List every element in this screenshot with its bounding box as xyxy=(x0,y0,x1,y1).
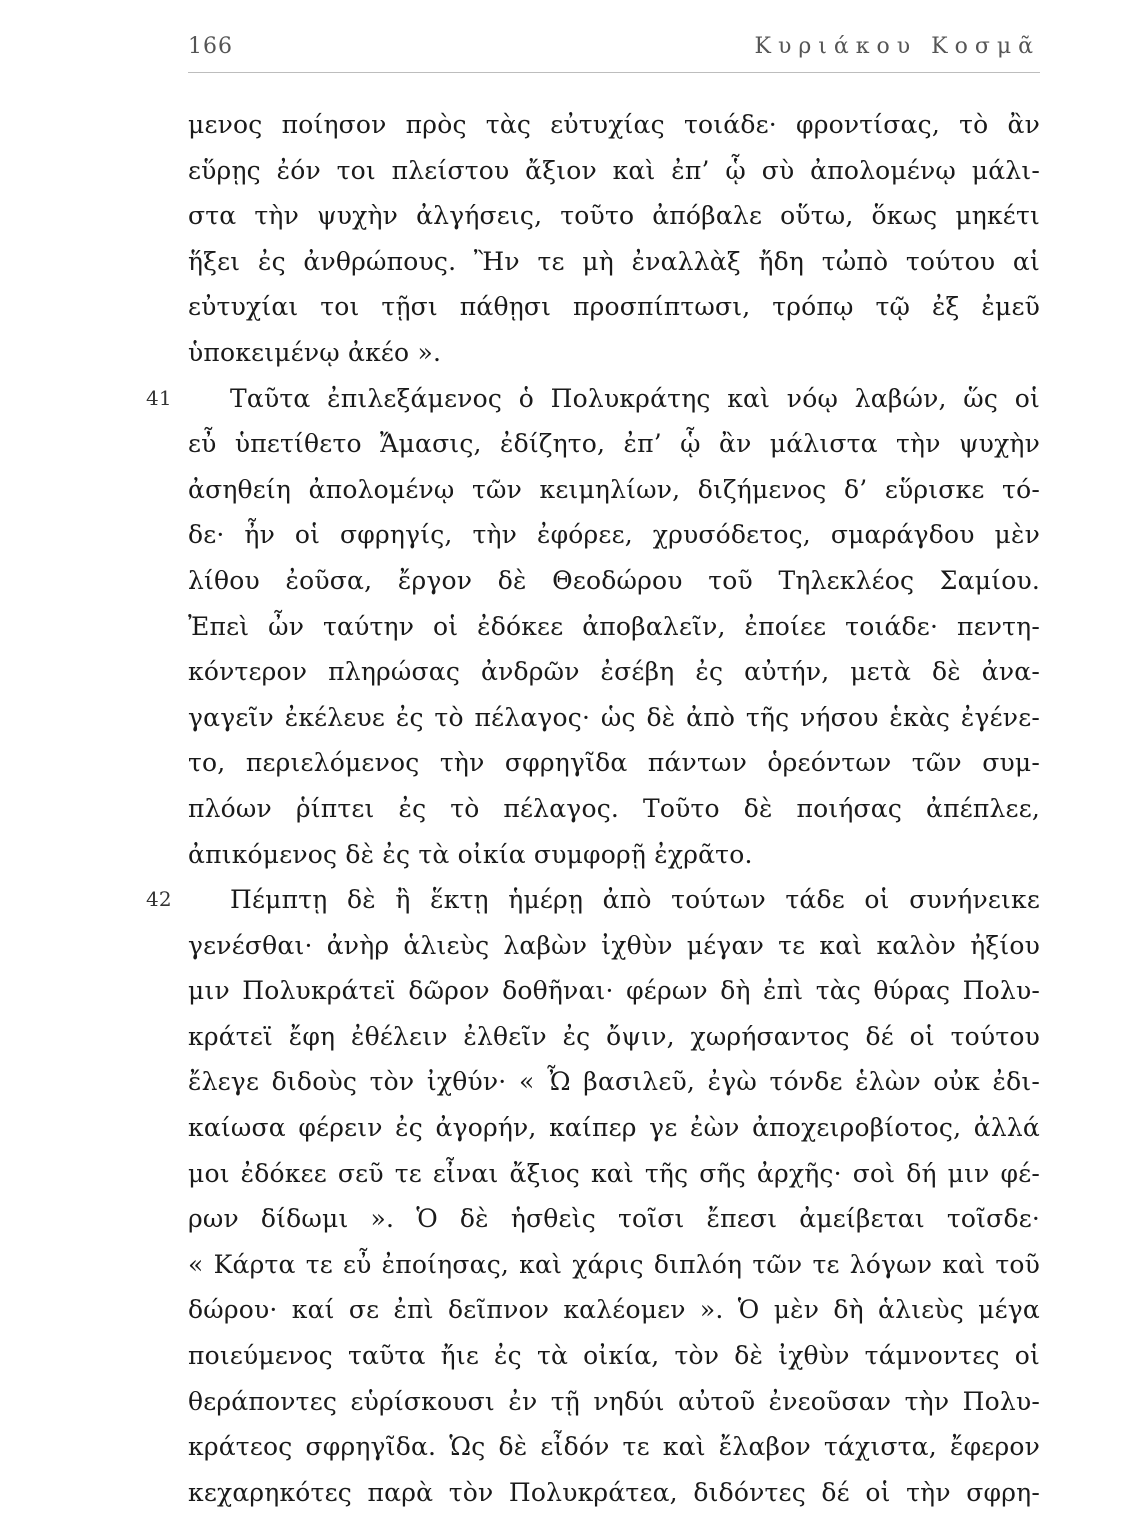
text-line xyxy=(188,239,1040,285)
text-line xyxy=(188,968,1040,1014)
line-text: εὖ ὑπετίθετο Ἄμασις, ἐδίζητο, ἐπ’ ᾧ ἂν μάλιστα τὴν ψυχὴν xyxy=(188,429,1040,459)
page-number: 166 xyxy=(188,34,233,59)
line-text: « Κάρτα τε εὖ ἐποίησας, καὶ χάρις διπλόη τῶν τε λόγων καὶ τοῦ xyxy=(188,1249,1040,1279)
text-line xyxy=(188,148,1040,194)
line-text: Ταῦτα ἐπιλεξάμενος ὁ Πολυκράτης καὶ νόῳ λαβών, ὥς οἱ xyxy=(230,383,1040,413)
line-text: εὐτυχίαι τοι τῇσι πάθῃσι προσπίπτωσι, τρόπῳ τῷ ἐξ ἐμεῦ xyxy=(188,292,1040,322)
line-text: Πέμπτῃ δὲ ἢ ἕκτῃ ἡμέρῃ ἀπὸ τούτων τάδε οἱ συνήνεικε xyxy=(230,885,1040,915)
text-line xyxy=(188,740,1040,786)
line-text: κράτεϊ ἔφη ἐθέλειν ἐλθεῖν ἐς ὄψιν, χωρήσαντος δέ οἱ τούτου xyxy=(188,1021,1040,1051)
body-text xyxy=(146,102,1040,1515)
line-text: ἥξει ἐς ἀνθρώπους. Ἢν τε μὴ ἐναλλὰξ ἤδη τὠπὸ τούτου αἱ xyxy=(188,246,1040,276)
text-line xyxy=(188,193,1040,239)
header-rule xyxy=(188,72,1040,73)
line-text: κεχαρηκότες παρὰ τὸν Πολυκράτεα, διδόντες δέ οἱ τὴν σφρη- xyxy=(188,1477,1040,1507)
text-line xyxy=(188,1333,1040,1379)
line-text: γενέσθαι· ἀνὴρ ἁλιεὺς λαβὼν ἰχθὺν μέγαν τε καὶ καλὸν ἠξίου xyxy=(188,930,1040,960)
line-text: κράτεος σφρηγῖδα. Ὡς δὲ εἶδόν τε καὶ ἔλαβον τάχιστα, ἔφερον xyxy=(188,1432,1040,1462)
text-line xyxy=(188,695,1040,741)
text-line xyxy=(188,421,1040,467)
text-line xyxy=(188,330,1040,376)
text-line xyxy=(188,558,1040,604)
text-line xyxy=(188,1379,1040,1425)
line-text: γαγεῖν ἐκέλευε ἐς τὸ πέλαγος· ὡς δὲ ἀπὸ τῆς νήσου ἑκὰς ἐγένε- xyxy=(188,702,1040,732)
text-line xyxy=(188,512,1040,558)
text-line xyxy=(188,1105,1040,1151)
line-text: ρων δίδωμι ». Ὁ δὲ ἡσθεὶς τοῖσι ἔπεσι ἀμείβεται τοῖσδε· xyxy=(188,1204,1040,1234)
running-head xyxy=(188,34,1040,70)
text-line xyxy=(188,284,1040,330)
line-text: δε· ἦν οἱ σφρηγίς, τὴν ἐφόρεε, χρυσόδετος, σμαράγδου μὲν xyxy=(188,520,1040,550)
line-text: το, περιελόμενος τὴν σφρηγῖδα πάντων ὁρεόντων τῶν συμ- xyxy=(188,748,1040,778)
section-number: 41 xyxy=(146,385,172,410)
line-text: πλόων ῥίπτει ἐς τὸ πέλαγος. Τοῦτο δὲ ποιήσας ἀπέπλεε, xyxy=(188,793,1040,823)
line-text: ἀσηθείη ἀπολομένῳ τῶν κειμηλίων, διζήμενος δ’ εὕρισκε τό- xyxy=(188,474,1040,504)
text-line xyxy=(188,467,1040,513)
line-text: λίθου ἐοῦσα, ἔργον δὲ Θεοδώρου τοῦ Τηλεκλέος Σαμίου. xyxy=(188,565,1040,595)
line-text: ποιεύμενος ταῦτα ἤιε ἐς τὰ οἰκία, τὸν δὲ ἰχθὺν τάμνοντες οἱ xyxy=(188,1341,1040,1371)
line-text: ὑποκειμένῳ ἀκέο ». xyxy=(188,337,442,367)
line-text: δώρου· καί σε ἐπὶ δεῖπνον καλέομεν ». Ὁ μὲν δὴ ἁλιεὺς μέγα xyxy=(188,1295,1040,1325)
line-text: κόντερον πληρώσας ἀνδρῶν ἐσέβη ἐς αὐτήν, μετὰ δὲ ἀνα- xyxy=(188,657,1040,687)
line-text: μοι ἐδόκεε σεῦ τε εἶναι ἄξιος καὶ τῆς σῆς ἀρχῆς· σοὶ δή μιν φέ- xyxy=(188,1158,1040,1188)
text-line xyxy=(188,1196,1040,1242)
line-text: Ἐπεὶ ὦν ταύτην οἱ ἐδόκεε ἀποβαλεῖν, ἐποίεε τοιάδε· πεντη- xyxy=(188,611,1040,641)
line-text: θεράποντες εὑρίσκουσι ἐν τῇ νηδύι αὐτοῦ ἐνεοῦσαν τὴν Πολυ- xyxy=(188,1386,1040,1416)
line-text: ἀπικόμενος δὲ ἐς τὰ οἰκία συμφορῇ ἐχρᾶτο. xyxy=(188,839,753,869)
text-line xyxy=(188,649,1040,695)
line-text: μενος ποίησον πρὸς τὰς εὐτυχίας τοιάδε· φροντίσας, τὸ ἂν xyxy=(188,110,1040,139)
text-line xyxy=(188,1059,1040,1105)
line-text: ἔλεγε διδοὺς τὸν ἰχθύν· « Ὦ βασιλεῦ, ἐγὼ τόνδε ἑλὼν οὐκ ἐδι- xyxy=(188,1067,1040,1097)
text-line xyxy=(188,1470,1040,1515)
line-text: εὕρῃς ἐόν τοι πλείστου ἄξιον καὶ ἐπ’ ᾧ σὺ ἀπολομένῳ μάλι- xyxy=(188,155,1040,185)
section-number: 42 xyxy=(146,887,172,912)
text-line xyxy=(188,102,1040,148)
text-line xyxy=(188,923,1040,969)
text-line xyxy=(188,1424,1040,1470)
running-title: Κυριάκου Κοσμᾶ xyxy=(754,34,1040,59)
text-line xyxy=(188,1287,1040,1333)
text-line xyxy=(146,877,1040,923)
text-line xyxy=(188,832,1040,878)
text-line xyxy=(188,604,1040,650)
line-text: στα τὴν ψυχὴν ἀλγήσεις, τοῦτο ἀπόβαλε οὕτω, ὅκως μηκέτι xyxy=(188,201,1040,231)
text-line xyxy=(188,1014,1040,1060)
text-line xyxy=(188,786,1040,832)
line-text: μιν Πολυκράτεϊ δῶρον δοθῆναι· φέρων δὴ ἐπὶ τὰς θύρας Πολυ- xyxy=(188,976,1040,1006)
text-line xyxy=(188,1151,1040,1197)
text-line xyxy=(146,376,1040,422)
text-line xyxy=(188,1242,1040,1288)
line-text: καίωσα φέρειν ἐς ἀγορήν, καίπερ γε ἐὼν ἀποχειροβίοτος, ἀλλά xyxy=(188,1113,1040,1143)
